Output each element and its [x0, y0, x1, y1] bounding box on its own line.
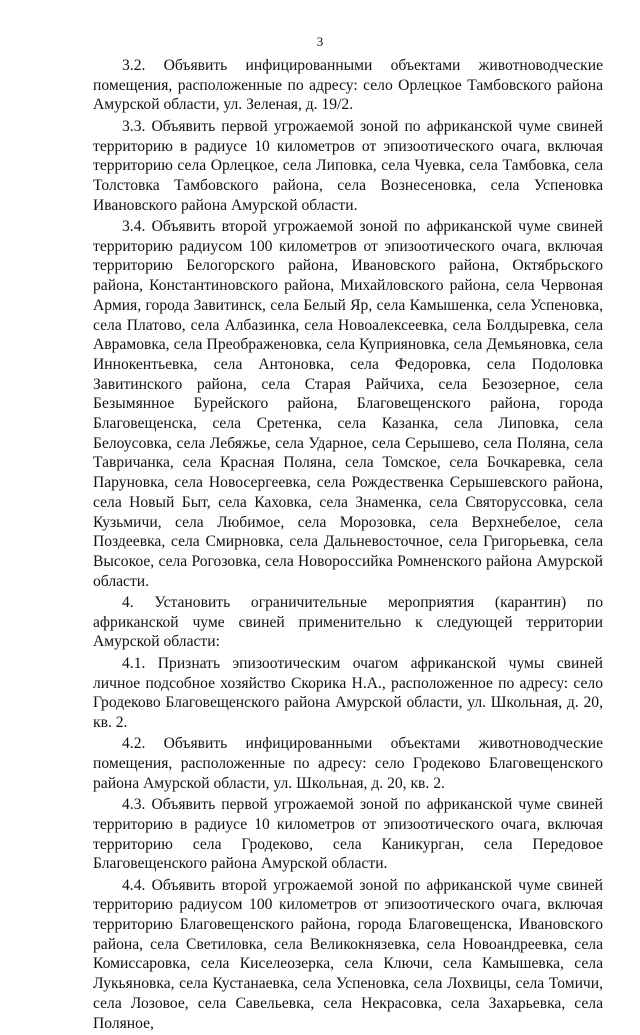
- paragraph-3-4: 3.4. Объявить второй угрожаемой зоной по африканской чуме свиней территорию радиусом 100 километров от эпизоотического очага, включая территорию Белогорского района, Ивановского района, Октябрьского района, Константиновского района, Михайловского района, села Червоная Армия, города Завитинск, села Белый Яр, села Камышенка, села Успеновка, села Платово, села Албазинка, села Новоалексеевка, села Болдыревка, села Аврамовка, села Преображеновка, села Куприяновка, села Демьяновка, села Иннокентьевка, села Антоновка, села Федоровка, села Подоловка Завитинского района, села Старая Райчиха, села Безозерное, села Безымянное Бурейского района, Благовещенского района, города Благовещенска, села Сретенка, села Казанка, села Липовка, села Белоусовка, села Лебяжье, села Ударное, села Серышево, села Поляна, села Тавричанка, села Красная Поляна, села Томское, села Бочкаревка, села Паруновка, села Новосергеевка, села Рождественка Серышевского района, села Новый Быт, села Каховка, села Знаменка, села Святоруссовка, села Кузьмичи, села Любимое, села Морозовка, села Верхнебелое, села Поздеевка, села Смирновка, села Дальневосточное, села Григорьевка, села Высокое, села Рогозовка, села Новороссийка Ромненского района Амурской области.: [93, 218, 603, 590]
- paragraph-4-4: 4.4. Объявить второй угрожаемой зоной по африканской чуме свиней территорию радиусом 100 километров от эпизоотического очага, включая территорию Благовещенского района, города Благовещенска, Ивановского района, села Светиловка, села Великокнязевка, села Новоандреевка, села Комиссаровка, села Киселеозерка, села Ключи, села Камышевка, села Лукьяновка, села Кустанаевка, села Успеновка, села Лохвицы, села Томичи, села Лозовое, села Савельевка, села Некрасовка, села Захарьевка, села Поляное,: [93, 876, 603, 1032]
- page-number: 3: [316, 34, 324, 49]
- document-body: [93, 56, 603, 1035]
- paragraph-4-3: 4.3. Объявить первой угрожаемой зоной по африканской чуме свиней территорию в радиусе 10 километров от эпизоотического очага, включая территорию села Гродеково, села Каникурган, села Передовое Благовещенского района Амурской области.: [93, 796, 603, 873]
- paragraph-3-3: 3.3. Объявить первой угрожаемой зоной по африканской чуме свиней территорию в радиусе 10 километров от эпизоотического очага, включая территорию села Орлецкое, села Липовка, села Чуевка, села Тамбовка, села Толстовка Тамбовского района, села Вознесеновка, села Успеновка Ивановского района Амурской области.: [93, 117, 603, 214]
- paragraph-4-2: 4.2. Объявить инфицированными объектами животноводческие помещения, расположенные по адресу: село Гродеково Благовещенского района Амурской области, ул. Школьная, д. 20, кв. 2.: [93, 735, 603, 792]
- paragraph-4: 4. Установить ограничительные мероприятия (карантин) по африканской чуме свиней применительно к следующей территории Амурской области:: [93, 594, 603, 651]
- paragraph-3-2: 3.2. Объявить инфицированными объектами животноводческие помещения, расположенные по адресу: село Орлецкое Тамбовского района Амурской области, ул. Зеленая, д. 19/2.: [93, 57, 603, 114]
- paragraph-4-1: 4.1. Признать эпизоотическим очагом африканской чумы свиней личное подсобное хозяйство Скорика Н.А., расположенное по адресу: село Гродеково Благовещенского района Амурской области, ул. Школьная, д. 20, кв. 2.: [93, 654, 603, 731]
